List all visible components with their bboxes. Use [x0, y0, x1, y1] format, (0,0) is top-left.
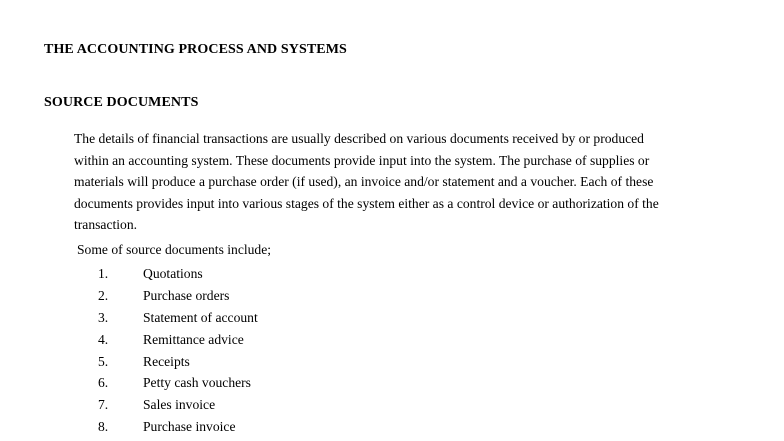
list-item-number: 6. — [98, 375, 109, 391]
paragraph-line: within an accounting system. These documents provide input into the system. The purchase of supplies or — [74, 152, 650, 168]
paragraph-line: documents provides input into various stages of the system either as a control device or authorization of the — [74, 195, 659, 211]
document-title: THE ACCOUNTING PROCESS AND SYSTEMS — [44, 42, 347, 57]
list-item-number: 8. — [98, 419, 109, 435]
paragraph-line: materials will produce a purchase order (if used), an invoice and/or statement and a voucher. Each of these — [74, 174, 654, 190]
list-item-number: 3. — [98, 309, 109, 325]
list-item-number: 4. — [98, 331, 109, 347]
paragraph-line: The details of financial transactions are usually described on various documents received by or produced — [74, 131, 644, 146]
list-item-label: Remittance advice — [143, 331, 244, 347]
body-paragraph — [74, 128, 750, 236]
list-item-label: Purchase invoice — [143, 419, 236, 435]
list-intro: Some of source documents include; — [77, 242, 272, 257]
list-item-label: Receipts — [143, 353, 190, 369]
list-item-label: Quotations — [143, 266, 203, 281]
list-item-number: 5. — [98, 353, 109, 369]
list-item-label: Sales invoice — [143, 397, 216, 413]
section-heading: SOURCE DOCUMENTS — [44, 95, 199, 110]
list-item-label: Statement of account — [143, 309, 258, 325]
list-item-number: 1. — [98, 266, 109, 281]
list-item-label: Purchase orders — [143, 287, 230, 303]
list-item-number: 7. — [98, 397, 109, 413]
list-item-number: 2. — [98, 287, 109, 303]
list-item-label: Petty cash vouchers — [143, 375, 251, 391]
paragraph-line: transaction. — [74, 217, 138, 233]
